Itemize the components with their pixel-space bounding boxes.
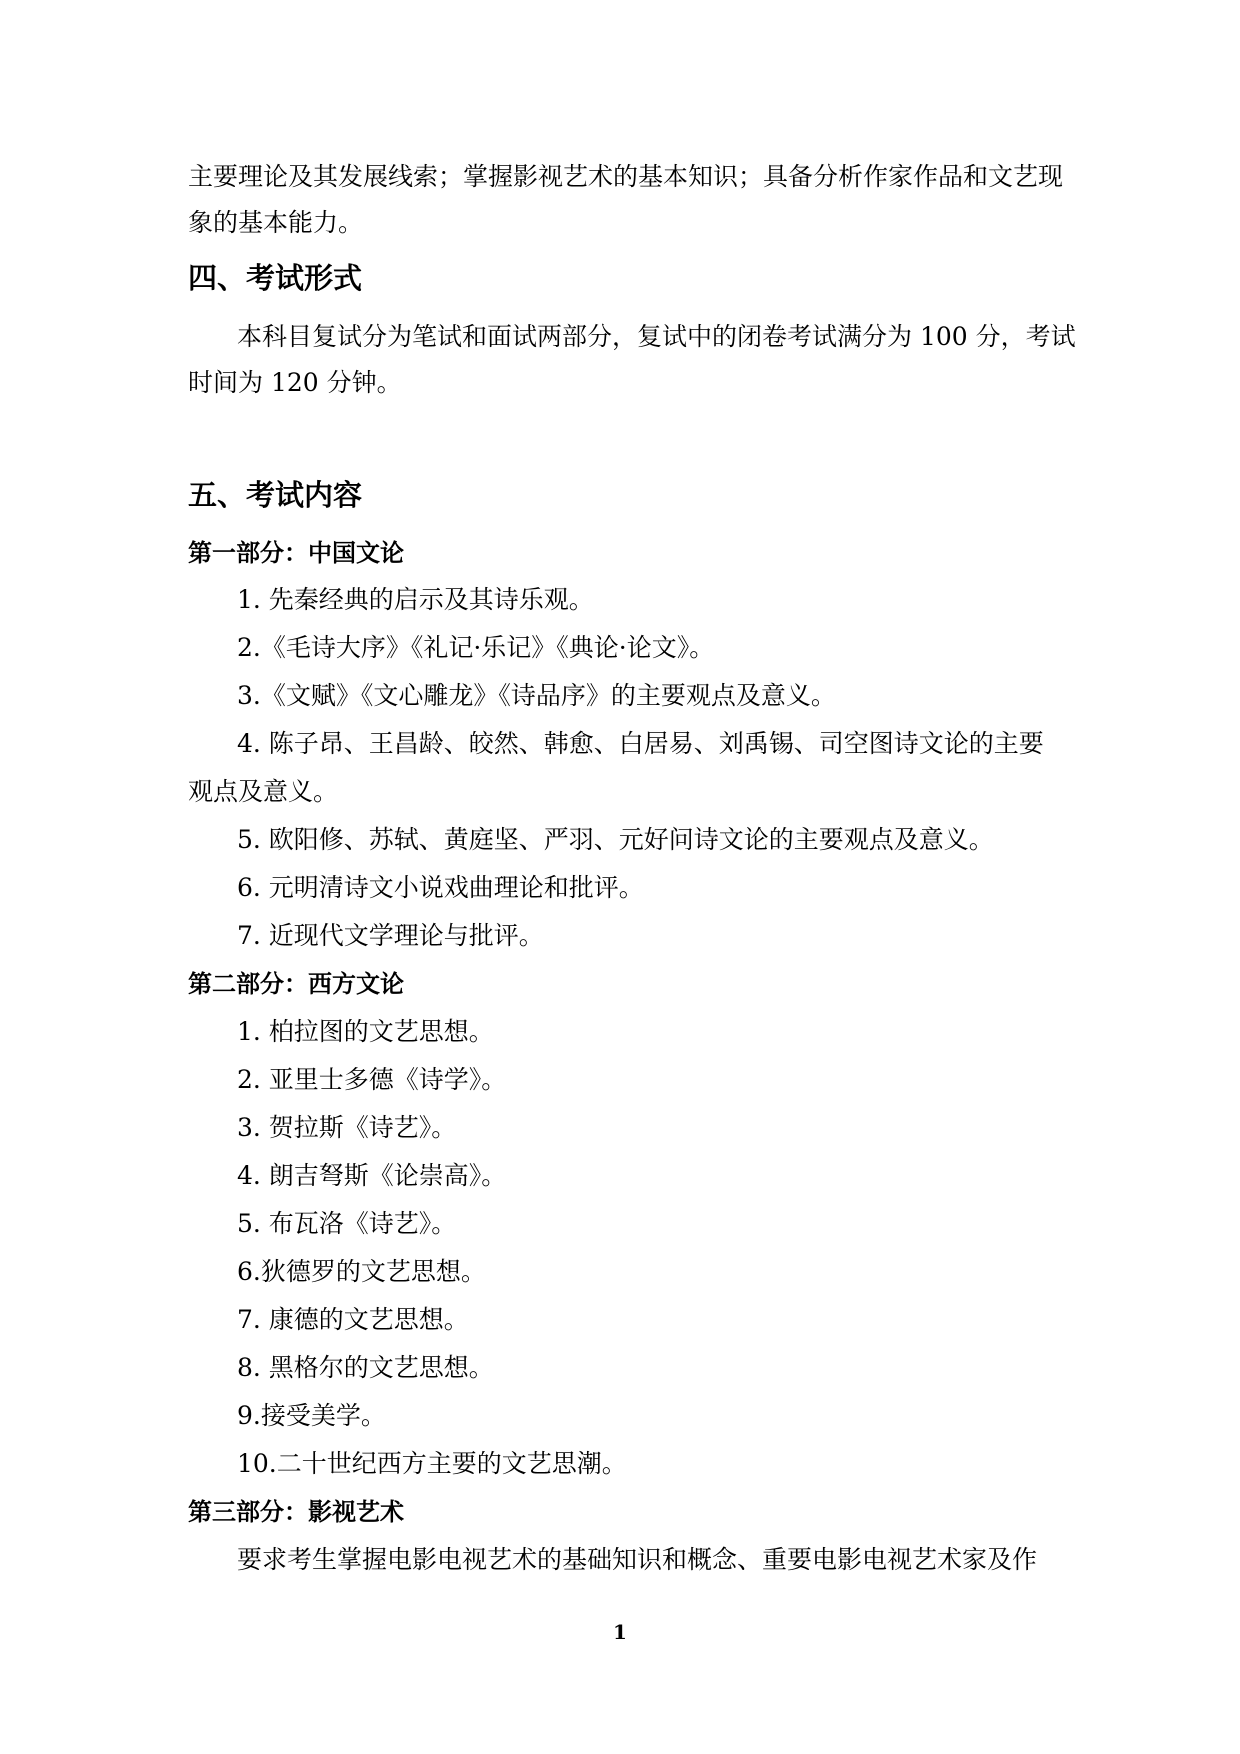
part-2-item: 10.二十世纪西方主要的文艺思潮。 <box>237 1449 627 1478</box>
part-2-heading: 第二部分：西方文论 <box>188 970 404 998</box>
section-4-line-1: 本科目复试分为笔试和面试两部分，复试中的闭卷考试满分为 100 分，考试 <box>237 322 1076 351</box>
part-2-item: 2. 亚里士多德《诗学》。 <box>237 1065 507 1094</box>
intro-line-2: 象的基本能力。 <box>188 208 364 237</box>
part-2-item: 1. 柏拉图的文艺思想。 <box>237 1017 494 1046</box>
page-number: 1 <box>613 1620 627 1644</box>
part-2-item: 3. 贺拉斯《诗艺》。 <box>237 1113 457 1142</box>
part-3-line-1: 要求考生掌握电影电视艺术的基础知识和概念、重要电影电视艺术家及作 <box>237 1545 1038 1574</box>
intro-line-1: 主要理论及其发展线索；掌握影视艺术的基本知识；具备分析作家作品和文艺现 <box>188 162 1064 191</box>
part-3-heading: 第三部分：影视艺术 <box>188 1498 404 1526</box>
section-4-line-2: 时间为 120 分钟。 <box>188 368 402 397</box>
part-2-item: 8. 黑格尔的文艺思想。 <box>237 1353 494 1382</box>
part-1-item: 1. 先秦经典的启示及其诗乐观。 <box>237 585 594 614</box>
part-2-item: 4. 朗吉弩斯《论崇高》。 <box>237 1161 507 1190</box>
section-4-heading: 四、考试形式 <box>188 261 363 295</box>
part-1-item: 7. 近现代文学理论与批评。 <box>237 921 544 950</box>
part-1-item: 4. 陈子昂、王昌龄、皎然、韩愈、白居易、刘禹锡、司空图诗文论的主要 <box>237 729 1044 758</box>
part-2-item: 7. 康德的文艺思想。 <box>237 1305 469 1334</box>
part-1-item: 2.《毛诗大序》《礼记·乐记》《典论·论文》。 <box>237 633 715 662</box>
part-1-item-continuation: 观点及意义。 <box>188 777 339 806</box>
part-1-item: 3.《文赋》《文心雕龙》《诗品序》的主要观点及意义。 <box>237 681 836 710</box>
part-2-item: 5. 布瓦洛《诗艺》。 <box>237 1209 457 1238</box>
section-5-heading: 五、考试内容 <box>188 478 363 512</box>
part-1-heading: 第一部分：中国文论 <box>188 539 404 567</box>
part-2-item: 6.狄德罗的文艺思想。 <box>237 1257 486 1286</box>
part-2-item: 9.接受美学。 <box>237 1401 386 1430</box>
part-1-item: 6. 元明清诗文小说戏曲理论和批评。 <box>237 873 644 902</box>
part-1-item: 5. 欧阳修、苏轼、黄庭坚、严羽、元好问诗文论的主要观点及意义。 <box>237 825 994 854</box>
